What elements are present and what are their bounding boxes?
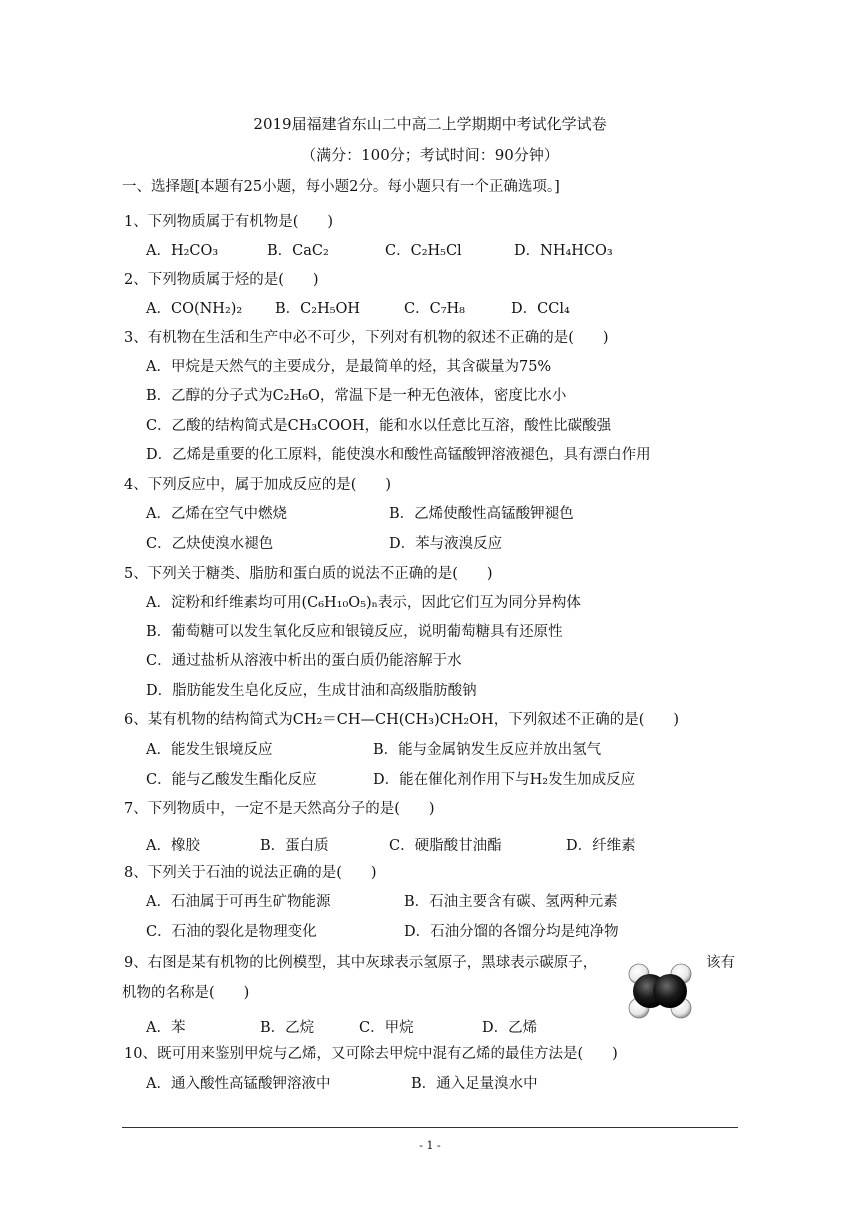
question-6-option-a: A．能发生银境反应 (146, 742, 273, 758)
question-2-stem: 2、下列物质属于烃的是( ) (124, 272, 319, 288)
question-8-stem: 8、下列关于石油的说法正确的是( ) (124, 865, 377, 881)
question-6-option-d: D．能在催化剂作用下与H₂发生加成反应 (373, 772, 636, 788)
question-1-option-d: D．NH₄HCO₃ (514, 243, 613, 259)
question-3-stem: 3、有机物在生活和生产中必不可少，下列对有机物的叙述不正确的是( ) (124, 330, 609, 346)
footer-rule (122, 1127, 738, 1128)
question-7-option-d: D．纤维素 (566, 838, 636, 854)
question-5-option-d: D．脂肪能发生皂化反应，生成甘油和高级脂肪酸钠 (146, 683, 477, 699)
question-5-option-a: A．淀粉和纤维素均可用(C₆H₁₀O₅)ₙ表示，因此它们互为同分异构体 (146, 595, 581, 611)
question-3-option-a: A．甲烷是天然气的主要成分，是最简单的烃，其含碳量为75% (146, 359, 552, 375)
question-9-stem-continued: 机物的名称是( ) (122, 985, 250, 1001)
page-number: - 1 - (419, 1139, 441, 1152)
question-2-option-d: D．CCl₄ (511, 301, 570, 317)
question-10-stem: 10、既可用来鉴别甲烷与乙烯，又可除去甲烷中混有乙烯的最佳方法是( ) (124, 1046, 618, 1062)
question-9-option-b: B．乙烷 (260, 1020, 315, 1036)
question-5-option-c: C．通过盐析从溶液中析出的蛋白质仍能溶解于水 (146, 653, 462, 669)
exam-subtitle: （满分：100分；考试时间：90分钟） (301, 146, 559, 164)
question-7-option-a: A．橡胶 (146, 838, 200, 854)
question-5-option-b: B．葡萄糖可以发生氧化反应和银镜反应，说明葡萄糖具有还原性 (146, 624, 563, 640)
question-8-option-b: B．石油主要含有碳、氢两种元素 (404, 894, 618, 910)
question-5-stem: 5、下列关于糖类、脂肪和蛋白质的说法不正确的是( ) (124, 566, 493, 582)
question-10-option-b: B．通入足量溴水中 (411, 1076, 538, 1092)
question-9-stem-end: 该有 (706, 955, 735, 971)
ethylene-model-icon (628, 962, 692, 1020)
question-1-stem: 1、下列物质属于有机物是( ) (124, 214, 334, 230)
question-1-option-b: B．CaC₂ (267, 243, 329, 259)
question-8-option-a: A．石油属于可再生矿物能源 (146, 894, 331, 910)
question-9-option-d: D．乙烯 (482, 1020, 538, 1036)
question-6-stem: 6、某有机物的结构简式为CH₂＝CH—CH(CH₃)CH₂OH，下列叙述不正确的是( ) (124, 712, 680, 728)
question-6-option-c: C．能与乙酸发生酯化反应 (146, 772, 317, 788)
question-10-option-a: A．通入酸性高锰酸钾溶液中 (146, 1076, 331, 1092)
question-3-option-b: B．乙醇的分子式为C₂H₆O，常温下是一种无色液体，密度比水小 (146, 388, 567, 404)
exam-title: 2019届福建省东山二中高二上学期期中考试化学试卷 (253, 115, 607, 133)
question-4-option-d: D．苯与液溴反应 (389, 536, 503, 552)
question-4-stem: 4、下列反应中，属于加成反应的是( ) (124, 477, 392, 493)
question-8-option-d: D．石油分馏的各馏分均是纯净物 (404, 924, 619, 940)
question-9-option-c: C．甲烷 (359, 1020, 414, 1036)
question-6-option-b: B．能与金属钠发生反应并放出氢气 (373, 742, 602, 758)
question-2-option-c: C．C₇H₈ (404, 301, 465, 317)
question-8-option-c: C．石油的裂化是物理变化 (146, 924, 317, 940)
question-2-option-b: B．C₂H₅OH (275, 301, 361, 317)
question-7-stem: 7、下列物质中，一定不是天然高分子的是( ) (124, 801, 435, 817)
question-1-option-a: A．H₂CO₃ (146, 243, 219, 259)
question-3-option-c: C．乙酸的结构简式是CH₃COOH，能和水以任意比互溶，酸性比碳酸强 (146, 418, 612, 434)
question-9-option-a: A．苯 (146, 1020, 186, 1036)
question-7-option-b: B．蛋白质 (260, 838, 329, 854)
question-1-option-c: C．C₂H₅Cl (385, 243, 462, 259)
question-3-option-d: D．乙烯是重要的化工原料，能使溴水和酸性高锰酸钾溶液褪色，具有漂白作用 (146, 447, 651, 463)
question-7-option-c: C．硬脂酸甘油酯 (389, 838, 502, 854)
question-4-option-a: A．乙烯在空气中燃烧 (146, 506, 287, 522)
question-9-stem: 9、右图是某有机物的比例模型，其中灰球表示氢原子，黑球表示碳原子， (124, 955, 598, 971)
question-2-option-a: A．CO(NH₂)₂ (146, 301, 243, 317)
question-4-option-b: B．乙烯使酸性高锰酸钾褪色 (389, 506, 574, 522)
section-heading: 一、选择题[本题有25小题，每小题2分。每小题只有一个正确选项。] (122, 179, 560, 195)
question-4-option-c: C．乙炔使溴水褪色 (146, 536, 274, 552)
